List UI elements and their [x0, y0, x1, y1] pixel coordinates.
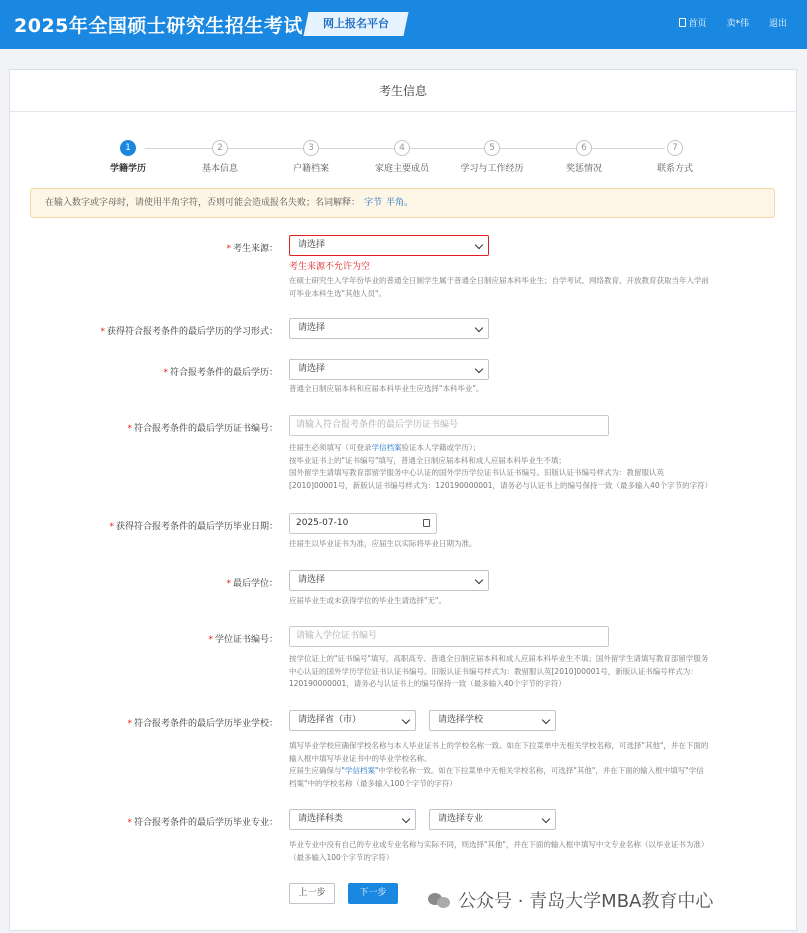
- nav-home-link[interactable]: 首页: [679, 16, 706, 29]
- step-2[interactable]: [175, 140, 265, 174]
- top-nav: [679, 16, 787, 29]
- half-width-link[interactable]: 半角。: [386, 198, 414, 208]
- major-select[interactable]: 请选择专业: [429, 809, 556, 830]
- last-edu-hint: 普通全日制应届本科和应届本科毕业生应选择"本科毕业"。: [289, 384, 484, 393]
- source-label: * 考生来源：: [226, 244, 278, 254]
- school-label: * 符合报考条件的最后学历毕业学校：: [127, 719, 278, 729]
- xuexin-link[interactable]: 学信档案: [371, 443, 402, 452]
- step-number: 5: [484, 140, 500, 156]
- notice-banner: 在输入数字或字母时，请使用半角字符，否则可能会造成报名失败；名词解释： 字节 半角。: [30, 188, 775, 218]
- calendar-icon: [423, 519, 430, 527]
- major-label: * 符合报考条件的最后学历毕业专业：: [127, 818, 278, 828]
- xuexin-record-link[interactable]: "学信档案": [341, 766, 379, 775]
- step-3[interactable]: [266, 140, 356, 174]
- last-degree-label: * 最后学位：: [226, 579, 278, 589]
- chevron-down-icon: [402, 716, 410, 724]
- source-select[interactable]: 请选择: [289, 235, 489, 256]
- major-hint: 毕业专业中没有自己的专业或专业名称与实际不同，则选择"其他"，并在下面的输入框中填写中文专业名称（以毕业证书为准）（最多输入100个字节的字符）: [289, 840, 709, 862]
- province-select[interactable]: 请选择省（市）: [289, 710, 416, 731]
- step-number: 3: [303, 140, 319, 156]
- step-4[interactable]: [357, 140, 447, 174]
- grad-date-input[interactable]: 2025-07-10: [289, 513, 437, 534]
- step-label: 学籍学历: [109, 164, 146, 174]
- watermark: 公众号 · 青岛大学MBA教育中心: [428, 887, 713, 913]
- candidate-info-card: [9, 69, 797, 931]
- last-edu-select[interactable]: 请选择: [289, 359, 489, 380]
- chevron-down-icon: [475, 324, 483, 332]
- category-select[interactable]: 请选择科类: [289, 809, 416, 830]
- chevron-down-icon: [542, 716, 550, 724]
- byte-link[interactable]: 字节: [364, 198, 383, 208]
- grad-date-label: * 获得符合报考条件的最后学历毕业日期：: [109, 522, 278, 532]
- step-label: 奖惩情况: [565, 164, 602, 174]
- top-header: [0, 0, 807, 49]
- cert-no-label: * 符合报考条件的最后学历证书编号：: [127, 424, 278, 434]
- chevron-down-icon: [475, 241, 483, 249]
- cert-no-hint: 往届生必须填写（可登录学信档案验证本人学籍或学历）； 按毕业证书上的"证书编号"填写，普通全日制应届本科和成人应届本科毕业生不填； 国外留学生请填写教育部留学服务中心认证的国外学历学位证书认证书编号。旧版认证书编号样式为：教留服认英[2010]00001号，新版认证书编号样式为：120190000001，请务必与认证书上的编号保持一致（最多输入40个字节的字符）: [289, 443, 713, 490]
- step-number: 6: [576, 140, 592, 156]
- step-number: 4: [394, 140, 410, 156]
- step-label: 联系方式: [656, 164, 693, 174]
- card-title: 考生信息: [10, 70, 796, 112]
- progress-steps: [100, 140, 720, 180]
- source-error: 考生来源不允许为空: [289, 262, 371, 272]
- step-label: 家庭主要成员: [374, 164, 429, 174]
- chevron-down-icon: [475, 365, 483, 373]
- chevron-down-icon: [402, 815, 410, 823]
- school-hint: 填写毕业学校应确保学校名称与本人毕业证书上的学校名称一致。如在下拉菜单中无相关学校名称，可选择"其他"，并在下面的输入框中填写毕业证书中的毕业学校名称。 应届生应确保与"学信档案"中学校名称一致。如在下拉菜单中无相关学校名称，可选择"其他"，并在下面的输入框中填写"学信档案"中的学校名称（最多输入100个字节的字符）: [289, 741, 709, 788]
- wechat-icon: [428, 891, 452, 909]
- degree-cert-label: * 学位证书编号：: [208, 635, 278, 645]
- step-number: 1: [120, 140, 136, 156]
- step-label: 基本信息: [201, 164, 238, 174]
- step-5[interactable]: [447, 140, 537, 174]
- site-title: 2025年全国硕士研究生招生考试: [14, 15, 303, 37]
- source-hint: 在硕士研究生入学年份毕业的普通全日制学生属于普通全日制应届本科毕业生；自学考试、网络教育、开放教育获取当年入学前可毕业本科生选"其他人员"。: [289, 276, 709, 298]
- step-label: 学习与工作经历: [460, 164, 524, 174]
- home-icon: [679, 18, 686, 27]
- next-button[interactable]: 下一步: [348, 883, 398, 904]
- school-select[interactable]: 请选择学校: [429, 710, 556, 731]
- degree-cert-hint: 按学位证上的"证书编号"填写，高职高专、普通全日制应届本科和成人应届本科毕业生不填；国外留学生请填写教育部留学服务中心认证的国外学历学位证书认证书编号。旧版认证书编号样式为：教留服认英[2010]00001号，新版认证书编号样式为：120190000001，请务必与认证书上的编号保持一致（最多输入40个字节的字符）: [289, 654, 709, 688]
- nav-logout-link[interactable]: 退出: [768, 19, 787, 29]
- platform-badge: 网上报名平台: [303, 12, 408, 36]
- cert-no-input[interactable]: 请输入符合报考条件的最后学历证书编号: [289, 415, 609, 436]
- grad-date-hint: 往届生以毕业证书为准，应届生以实际将毕业日期为准。: [289, 539, 477, 548]
- step-label: 户籍档案: [292, 164, 329, 174]
- study-form-select[interactable]: 请选择: [289, 318, 489, 339]
- last-degree-select[interactable]: 请选择: [289, 570, 489, 591]
- step-number: 2: [212, 140, 228, 156]
- degree-cert-input[interactable]: 请输入学位证书编号: [289, 626, 609, 647]
- step-1[interactable]: [83, 140, 173, 174]
- chevron-down-icon: [475, 576, 483, 584]
- last-degree-hint: 应届毕业生或未获得学位的毕业生请选择"无"。: [289, 596, 446, 605]
- last-edu-label: * 符合报考条件的最后学历：: [163, 368, 278, 378]
- step-6[interactable]: [539, 140, 629, 174]
- prev-button[interactable]: 上一步: [289, 883, 335, 904]
- nav-user-link[interactable]: 卖*伟: [726, 19, 749, 29]
- chevron-down-icon: [542, 815, 550, 823]
- step-7[interactable]: [630, 140, 720, 174]
- step-number: 7: [667, 140, 683, 156]
- study-form-label: * 获得符合报考条件的最后学历的学习形式：: [100, 327, 278, 337]
